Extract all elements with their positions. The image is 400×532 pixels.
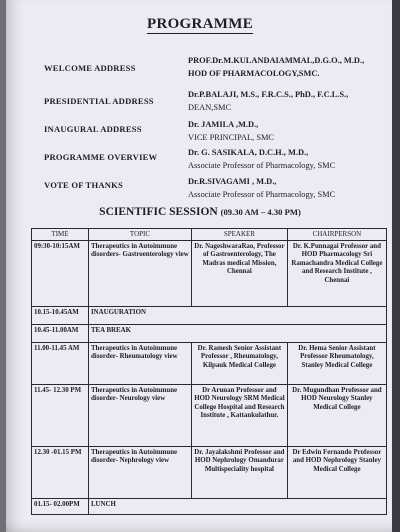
speaker-cell: Dr Arunan Professor and HOD Neurology SRM Medical College Hospital and Research Institute , Kattankulathur. [192,384,288,446]
table-row [32,342,387,384]
time-cell: 12.30 -01.15 PM [32,446,89,498]
speaker-cell: Dr. Jayalakshmi Professor and HOD Nephrology Omandurar Multispeciality hospital [192,446,288,498]
time-cell: 10.15-10.45AM [32,306,89,324]
span-cell: INAUGURATION [88,306,386,324]
chair-cell: Dr. K.Punnagai Professor and HOD Pharmacology Sri Ramachandra Medical College and Research Institute , Chennai [287,240,386,306]
inaugural-value: Dr. JAMILA ,M.D., VICE PRINCIPAL, SMC [188,120,275,142]
thanks-value: Dr.R.SIVAGAMI , M.D., Associate Professor of Pharmacology, SMC [188,177,336,199]
presidential-label: PRESIDENTIAL ADDRESS [44,96,154,106]
welcome-label: WELCOME ADDRESS [44,63,136,73]
table-row [32,324,387,342]
overview-label: PROGRAMME OVERVIEW [44,152,158,162]
time-cell: 10.45-11.00AM [32,324,89,342]
chair-cell: Dr Edwin Fernando Professor and HOD Nephrology Stanley Medical College [287,446,386,498]
span-cell: LUNCH [88,498,386,514]
header-topic: TOPIC [88,229,191,241]
time-cell: 01.15- 02.00PM [32,498,89,514]
table-row [32,306,387,324]
span-cell: TEA BREAK [88,324,386,342]
table-row [32,384,387,446]
time-cell: 11.45- 12.30 PM [32,384,89,446]
page-title: PROGRAMME [146,16,253,32]
time-cell: 11.00-11.45 AM [32,342,89,384]
topic-cell: Therapeutics in Autoimmune disorder- Rheumatology view [88,342,191,384]
presidential-value: Dr.P.BALAJI, M.S., F.R.C.S., PhD., F.C.L.S., DEAN,SMC [188,90,349,112]
table-row [32,446,387,498]
session-heading: SCIENTIFIC SESSION (09.30 AM – 4.30 PM) [99,206,301,218]
schedule-table [31,228,387,515]
topic-cell: Therapeutics in Autoimmune disorder- Neurology view [88,384,191,446]
topic-cell: Therapeutics in Autoimmune disorder- Nephrology view [88,446,191,498]
thanks-label: VOTE OF THANKS [44,180,124,190]
header-chairperson: CHAIRPERSON [287,229,386,241]
header-time: TIME [32,229,89,241]
table-row [32,498,387,514]
table-header-row [32,229,387,241]
speaker-cell: Dr. Ramesh Senior Assistant Professor , Rheumatology, Kilpauk Medical College [192,342,288,384]
overview-value: Dr. G. SASIKALA, D.C.H., M.D., Associate Professor of Pharmacology, SMC [188,148,336,170]
chair-cell: Dr. Mugundhan Professor and HOD Neurology Stanley Medical College [287,384,386,446]
header-speaker: SPEAKER [192,229,288,241]
topic-cell: Therapeutics in Autoimmune disorders- Gastroenterology view [88,240,191,306]
page-edge [392,0,400,532]
chair-cell: Dr. Hema Senior Assistant Professor Rheumatology, Stanley Medical College [287,342,386,384]
time-cell: 09:30-10:15AM [32,240,89,306]
table-row [32,240,387,306]
speaker-cell: Dr. NageshwaraRao, Professor of Gastroenterology, The Madras medical Mission, Chennai [192,240,288,306]
inaugural-label: INAUGURAL ADDRESS [44,124,142,134]
welcome-value: PROF.Dr.M.KULANDAIAMMAL,D.G.O., M.D., HOD OF PHARMACOLOGY,SMC. [188,56,365,78]
